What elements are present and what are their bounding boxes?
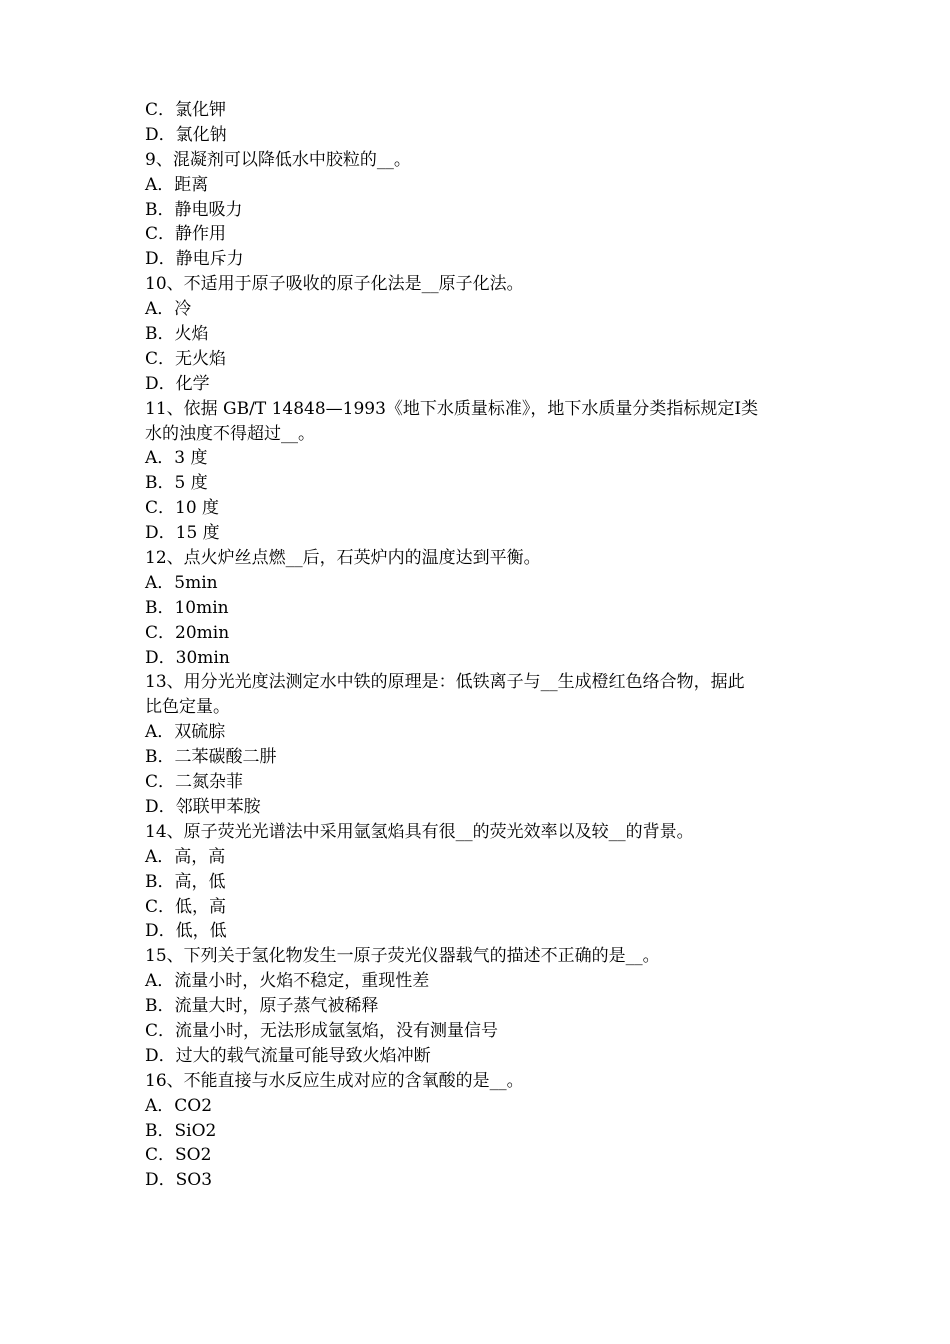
option-a-q12: A．5min <box>145 572 218 593</box>
option-a-q15: A．流量小时，火焰不稳定，重现性差 <box>145 971 430 992</box>
option-b-q11: B．5 度 <box>145 473 208 494</box>
option-c-q15: C．流量小时，无法形成氩氢焰，没有测量信号 <box>145 1020 499 1041</box>
option-d-q11: D．15 度 <box>145 523 220 544</box>
option-b-q14: B．高，低 <box>145 871 226 892</box>
question-10: 10、不适用于原子吸收的原子化法是__原子化法。 <box>145 274 524 295</box>
option-d-q14: D．低，低 <box>145 921 227 942</box>
option-c-q10: C．无火焰 <box>145 348 227 369</box>
question-11: 11、依据 GB/T 14848—1993《地下水质量标准》，地下水质量分类指标规定Ⅰ类 <box>145 398 759 419</box>
option-d-q13: D．邻联甲苯胺 <box>145 796 261 817</box>
option-b-q10: B．火焰 <box>145 324 209 345</box>
option-a-q10: A．冷 <box>145 299 192 320</box>
option-d-q16: D．SO3 <box>145 1170 213 1191</box>
option-c-q13: C．二氮杂菲 <box>145 772 244 793</box>
question-12: 12、点火炉丝点燃__后，石英炉内的温度达到平衡。 <box>145 548 541 569</box>
option-a-q16: A．CO2 <box>145 1095 213 1116</box>
question-9: 9、混凝剂可以降低水中胶粒的__。 <box>145 149 411 170</box>
option-a-q9: A．距离 <box>145 174 209 195</box>
option-c-q14: C．低，高 <box>145 896 227 917</box>
option-c-q12: C．20min <box>145 622 230 643</box>
document-page <box>145 98 815 1193</box>
question-11-continued: 水的浊度不得超过__。 <box>145 423 315 444</box>
option-c-q8: C．氯化钾 <box>145 100 227 120</box>
option-a-q14: A．高，高 <box>145 846 226 867</box>
option-c-q9: C．静作用 <box>145 224 227 245</box>
option-c-q11: C．10 度 <box>145 498 220 519</box>
question-16: 16、不能直接与水反应生成对应的含氧酸的是__。 <box>145 1070 524 1091</box>
option-a-q11: A．3 度 <box>145 448 208 469</box>
option-b-q12: B．10min <box>145 597 229 618</box>
option-d-q15: D．过大的载气流量可能导致火焰冲断 <box>145 1045 431 1066</box>
option-c-q16: C．SO2 <box>145 1145 212 1166</box>
option-b-q16: B．SiO2 <box>145 1120 217 1141</box>
option-a-q13: A．双硫腙 <box>145 722 226 743</box>
question-13: 13、用分光光度法测定水中铁的原理是：低铁离子与__生成橙红色络合物，据此 <box>145 672 745 693</box>
option-b-q13: B．二苯碳酸二肼 <box>145 747 277 768</box>
option-d-q12: D．30min <box>145 647 230 668</box>
option-d-q10: D．化学 <box>145 373 210 394</box>
question-13-continued: 比色定量。 <box>145 697 230 718</box>
option-d-q9: D．静电斥力 <box>145 249 244 270</box>
option-b-q15: B．流量大时，原子蒸气被稀释 <box>145 996 379 1017</box>
option-d-q8: D．氯化钠 <box>145 124 227 145</box>
question-15: 15、下列关于氢化物发生一原子荧光仪器载气的描述不正确的是__。 <box>145 946 660 967</box>
question-14: 14、原子荧光光谱法中采用氩氢焰具有很__的荧光效率以及较__的背景。 <box>145 821 694 842</box>
option-b-q9: B．静电吸力 <box>145 199 243 220</box>
